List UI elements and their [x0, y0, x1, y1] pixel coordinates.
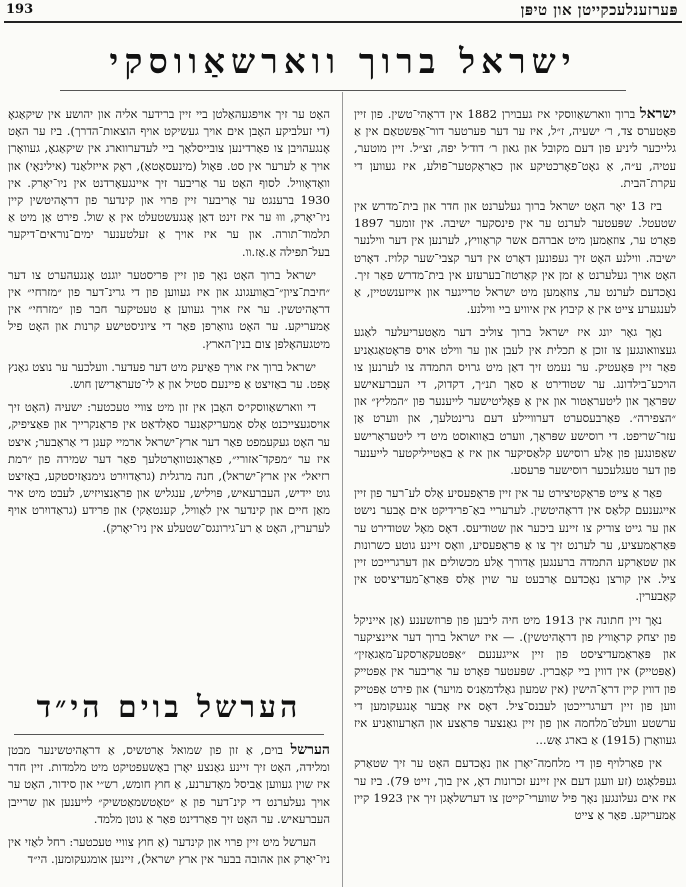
page-number: 193	[6, 2, 34, 17]
title-rule	[60, 90, 626, 91]
paragraph: אין פאַרלויף פון די מלחמה־יאָרן און נאָכדעם האָט ער זיך שטאַרק געפּלאָגט (זע וועגן דעם אין זיינע זכרונות דאָ, אין בוך, זייט 79). ביז ער איז אים געלונגען נאָך פיל שווערי־קייטן צו דערשלאָגן זיך אין 1923 קיין אַמעריקע. פאַר אַ צייט	[354, 756, 676, 822]
paragraph: די ווארשאַווסקי׳ס האָבן אין זון מיט צוויי טעכטער: ישעיה (האָט זיך אויסגעצייכנט אַלס אַמעריקאַנער סאָלדאַט אין פראַנקרייך און פּאַציפיק, ער האָט געקעמפט פאַר דער ארץ־ישראל ארמיי קעגן די אַראַבער; איצט איז ער ״מפקד־אזורי״, פאַראַנטוואָרטלעך פאַר דער שמירה פון ״רמת רזיאל״ אין ארץ־ישראל), חנה מרגלית (גראַדויִרט גימנאַזיסטקע, באַזיצט גוט יידיש, העברעאיש, פּויליש, ענגליש און פראַנצויזיש, לעבט מיט איר מאַן חיים און קינדער אין לאַוויל, קענטאַקי) און פרידע (גראַדויִרט אויף לערערין, האָט אַ רע־גירונגס־שטעלע אין ניו־יאָרק).	[8, 400, 330, 535]
lead-word: ישראל	[640, 106, 676, 122]
header-rule	[4, 21, 682, 23]
second-title-rule	[14, 734, 324, 735]
lead-word: הערשל	[290, 742, 330, 758]
paragraph: ישראל ברוך איז אויך פאַיעק מיט דער פעדער. וועלכער ער נוצט גאַנץ אָפט. ער באַזיצט אַ פיינעם סטיל און אַ לי־טעראַרישן חוש.	[8, 359, 330, 392]
paragraph: ישראל ברוך האָט נאָך פון זיין פּריסטער יוגנט אָנגעהערט צו דער ״חיבת־ציון״־באַוועגונג און איז געווען פון די גרינ־דער פון ״מזרחי״ אין דראָהיטשין. ער איז אויך געווען אַ טעטיקער חבר פון ״מזרחי״ אין אַמעריקע. ער האָט גוואַרפן פאַר די ציוניסטישע קרנות און האָט פיל מיטגעהאָלפן צום בנין־הארץ.	[8, 267, 330, 351]
paragraph: האָט ער זיך אויפגעהאַלטן ביי זיין ברידער אליה און יהושע אין שיקאַגאָ (די זעלביקע האָבן אים אויך געשיקט אויף הוצאות־הדרך). ביז ער האָט אָנגעהויבן צו פאַרדינען צובייסלאַך ביי לעדערווארג אין שיקאַגאָ, געוואָרן אויך אַ לערער אין סט. פּאָול (מינעסאָטאַ), ראָק אייזלאַנד (אילינאָי) און וואָדאָוויל. לסוף האָט ער אַריבער זיך איינגעאָרדנט אין ניו־יאָרק. אין 1930 ברענגט ער אַריבער זיין פרוי און קינדער פון דראָהיטשין קיין ניו־יאָרק, וווּ ער איז זינט דאַן אָנגעשטעלט אין אַ שול. פירט אַן מיט אַ תלמוד־תורה. און ער איז אויך אַ זעלטענער ימים־נוראים־דיקער בעל־תפילה אַ.אַז.וו.	[8, 107, 330, 259]
second-article-body	[8, 742, 330, 887]
article-right-column	[354, 106, 676, 887]
paragraph: נאָך גאָר יונג איז ישראל ברוך צוליב דער מאַטעריעלער לאַגע געצוואונגען צו זוכן אַ תכלית אין לעבן און ער ווילט אויס פּראָטאַגאַניע פאַר זיין פּאָעטיק. ער נעמט זיך דאַן מיט גרויס התמדה צו לערנען צו הויכע־בילדונג. ער שטודירט אַ סאַך תנ״ך, דקדוק, די העברעאישע שפּראַך און ליטעראַטור און אין אַ פּאָליטישער לייענער פון ״המליץ״ און ״הצפירה״. פאַרבעסערט דערוויילע דעם גרינטלעך, און ווערט אַן עזר־שריפט. די רוסישע שפּראַך, ווערט באַוואוסט מיט די ליטעראַרישע שאַפונגען פון אַלע רוסישע קלאַסיקער און איז אַ באַטייליקטער לייענער פון דער טעגלעכער רוסישער פּרעסע.	[354, 325, 676, 478]
paragraph	[354, 106, 676, 192]
paragraph-text: ברוך ווארשאַווסקי איז געבוירן 1882 אין דראָהי־טשין. פון זיין פאָטערס צד, ר׳ ישעיה, ז״ל, איז ער דער פערטער דור־אַפּשטאַם אין אַ גלייכער ליניע פון דעם מקובל און גאון ר׳ דוד׳ל יפה, זצ״ל. זיין מוטער, עטיה, ע״ה, אַ גאָט־פאָרכטיקע און כאַראַקטער־פולע, איז געווען די עקרת־הבית.	[354, 107, 676, 190]
second-article-title: הערשל בוים הי״ד	[36, 690, 302, 725]
running-title: פּערזענלעכקייטן און טיפּן	[520, 1, 678, 19]
paragraph: פאַר אַ צייט פּראַקטיצירט ער אין זיין פּראָפעסיע אַלס לע־רער פון זיין אייגענעם קלאַס אין דראָהיטשין. לערעריי באַ־פרידיקט אים אָבער נישט און ער גייט צוריק צו זיינע ביכער און שטודיעס. דאָס מאָל שטודירט ער פּאַראַמעציע, ער לערנט זיך צו אַ פּראָפעסיע, וואָס זיינע גוטע כשרונות און שטאַרקע התמדה ברענגען אַדורך אַלע מכשולים און דערגרייכט זיין ציל. אין קורצן נאָכדעם אַרבעט ער שוין אַלס פּאַראַ־מעדיציסט אין קאַבערין.	[354, 486, 676, 604]
column-divider	[342, 92, 343, 887]
paragraph-text: בוים, אַ זון פון שמואל אַרטשיס, אַ דראָהיטשינער מבטן ומלידה, האָט זיך זיינע גאַנצע יאָרן באַשעפטיקט מיט מלמדות. זיין חדר איז שוין געווען אַביסל מאָדערנע, אַ חוץ חומש, רש״י און סידור, האָט ער אויך געלערנט די קינ־דער פון אַ ״טאָטשמאַטשיק״ לייענען און שרייבן העברעאיש. ער האָט זיך פאַרדינט פאַר אַ גוטן מלמד.	[8, 743, 330, 826]
article-left-column	[8, 106, 330, 626]
article-title: ישראל ברוך ווארשאַווסקי	[109, 42, 577, 82]
paragraph	[8, 742, 330, 828]
running-header	[0, 0, 686, 22]
paragraph: ביז 13 יאָר האָט ישראל ברוך געלערנט און חדר און בית־מדרש אין שטעטל. שפּעטער לערנט ער אין פינסקער ישיבה. אין זומער 1897 פאָרט ער, צוזאַמען מיט אברהם אשר קראָוויץ, לערנען אין דער ווילנער ישיבה. ווילנע האָט זיך געפונען דאָרט אין דער קצבי־שער קלויז. דאָרט האָט אויך געלערנט אַ זמן אין קאַרטוז־בערעזע אין בית־מדרש פאַר זיך. נאָכדעם לערנט ער, צוזאַמען מיט ישראל טרייגער און אייזענשטיין, אַ לענגערע צייט אין אַ קיבוץ אין איוויע ביי ווילנע.	[354, 199, 676, 317]
paragraph: הערשל מיט זיין פרוי און קינדער (אַ חוץ צוויי טעכטער: רחל לאַזי אין ניו־יאָרק און אהובה בבער אין ארץ ישראל), זיינען אומגעקומען. הי״ד	[8, 835, 330, 867]
paragraph: נאָך זיין חתונה אין 1913 מיט חיה ליבען פון פּרוזשענע (אַן אייניקל פון יצחק קראָוויץ פון דראָהיטשין). — איז ישראל ברוך דער איינציקער און פּאַראַמעדיציסט פון זיין אייגענעם ״אַפּטעקאַרסקע־מאַגאַזין״ (אַפּטייק) אין דווין ביי קאַברין. שפּעטער פאָרט ער אַריבער אין אַפּטייק פון דווין קיין דראָ־הישין (אין שמעון גאָלדמאַנ׳ס מויער) און פירט אַפּטייק ווען פון זיין דערגרייכטן לעבנס־ציל. דאָס איז אָבער אָנגעקומען די ערשטע וועלט־מלחמה און פון זיין גאַנצער פּראַצע און האָרעוואַניע איז געוואָרן (1915) אַ בארג אַש...	[354, 612, 676, 748]
